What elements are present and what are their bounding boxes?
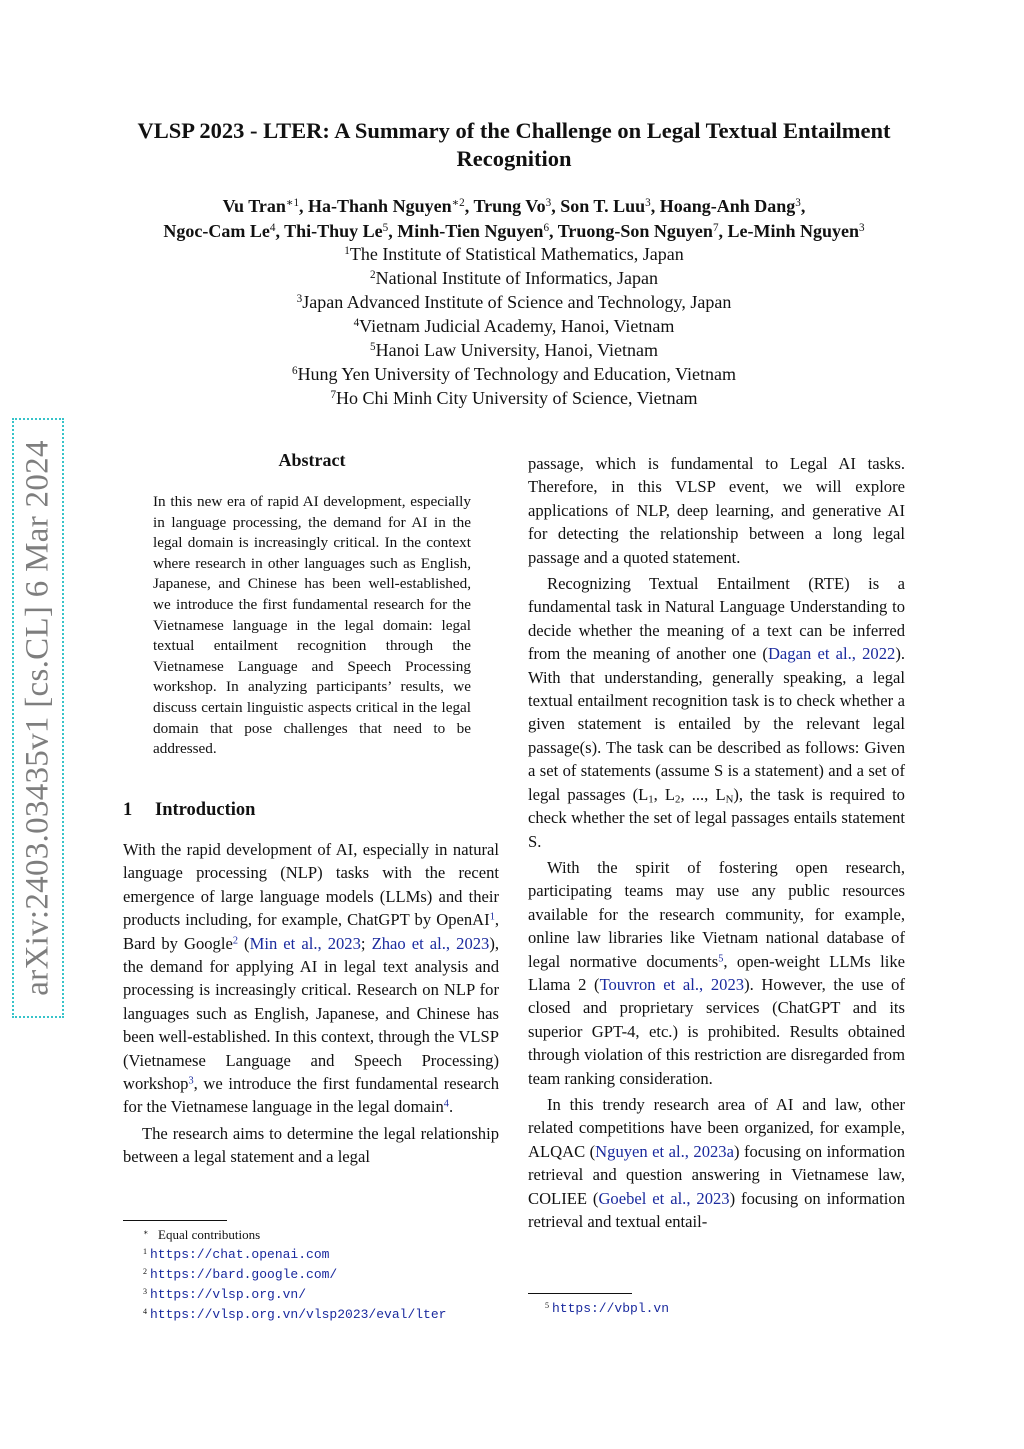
author: Son T. Luu$^3$	[560, 196, 651, 216]
affiliation-list	[100, 242, 928, 410]
citation-link[interactable]: Goebel et al., 2023	[598, 1188, 730, 1208]
arxiv-identifier: arXiv:2403.03435v1 [cs.CL] 6 Mar 2024	[19, 440, 56, 996]
affiliation: $^7$Ho Chi Minh City University of Science, Vietnam	[330, 388, 698, 408]
footnotes-right	[545, 1298, 905, 1318]
citation-link[interactable]: Dagan et al., 2022	[767, 644, 896, 664]
abstract-text: In this new era of rapid AI development, especially in language processing, the demand for AI in the legal domain is increasingly critical. In the context where research in other languages such as English, Japanese, and Chinese has been well-established, we introduce the first fundamental research for the Vietnamese language in the legal domain: legal textual entailment recognition through the Vietnamese Language and Speech Processing workshop. In analyzing participants’ results, we discuss certain linguistic aspects critical in the legal domain that pose challenges that need to be addressed.	[153, 493, 471, 758]
paper-title: VLSP 2023 - LTER: A Summary of the Challenge on Legal Textual Entailment Recognition	[137, 118, 891, 171]
citation-link[interactable]: Touvron et al., 2023	[599, 974, 745, 994]
footnote-url[interactable]: https://bard.google.com/	[150, 1267, 338, 1282]
footnote: $^5$ https://vbpl.vn	[545, 1300, 670, 1316]
paragraph: In this trendy research area of AI and law, other related competitions have been organized, for example, ALQAC (Nguyen et al., 2023a) focusing on information retrieval and question answering in Vietnamese law, COLIEE (Goebel et al., 2023) focusing on information retrieval and textual entail-	[528, 1094, 905, 1231]
author: Truong-Son Nguyen$^7$	[557, 220, 719, 241]
author: Trung Vo$^3$	[473, 196, 552, 216]
footnote: $^2$ https://bard.google.com/	[143, 1266, 338, 1282]
section-heading	[123, 800, 255, 821]
footnote-divider	[528, 1293, 632, 1294]
footnote-divider	[123, 1220, 227, 1221]
paragraph: With the spirit of fostering open research, participating teams may use any public resources available for the research community, for example, online law libraries like Vietnam national database of legal normative documents$^5$, open-weight LLMs like Llama 2 (Touvron et al., 2023). However, the use of closed and proprietary services (ChatGPT and its superior GPT-4, etc.) is prohibited. Results obtained through violation of this restriction are disregarded from team ranking consideration.	[528, 857, 906, 1088]
paragraph: Recognizing Textual Entailment (RTE) is a fundamental task in Natural Language Understanding to decide whether the meaning of a text can be inferred from the meaning of another one (Dagan et al., 2022). With that understanding, generally speaking, a legal textual entailment recognition task is to check whether a given statement is entailed by the relevant legal passage(s). The task can be described as follows: Given a set of statements (assume S is a statement) and a set of legal passages ($L_1$, $L_2$, ..., $L_N$), the task is required to check whether the set of legal passages entails statement S.	[528, 574, 905, 851]
footnote-ref[interactable]: 2	[232, 934, 238, 946]
author: Ha-Thanh Nguyen$^{∗2}$	[308, 196, 465, 216]
author: Le-Minh Nguyen$^3$	[727, 220, 865, 241]
affiliation: $^1$The Institute of Statistical Mathematics, Japan	[344, 244, 684, 264]
affiliation: $^5$Hanoi Law University, Hanoi, Vietnam	[370, 340, 658, 360]
footnotes-left	[143, 1225, 513, 1324]
paragraph: With the rapid development of AI, especially in natural language processing (NLP) tasks with the recent emergence of large language models (LLMs) and their products including, for example, ChatGPT by OpenAI$^1$, Bard by Google$^2$ (Min et al., 2023; Zhao et al., 2023), the demand for applying AI in legal text analysis and processing is increasingly critical. Research on NLP for languages such as English, Japanese, and Chinese has been well-established. In this context, through the VLSP (Vietnamese Language and Speech Processing) workshop$^3$, we introduce the first fundamental research for the Vietnamese language in the legal domain$^4$.	[123, 840, 500, 1117]
footnote-url[interactable]: https://vbpl.vn	[552, 1301, 670, 1316]
footnote: ∗ Equal contributions	[143, 1227, 261, 1242]
footnote-url[interactable]: https://vlsp.org.vn/vlsp2023/eval/lter	[150, 1307, 447, 1322]
author: Vu Tran$^{∗1}$	[222, 196, 300, 216]
footnote-ref[interactable]: 4	[443, 1098, 449, 1110]
affiliation: $^4$Vietnam Judicial Academy, Hanoi, Vietnam	[353, 316, 675, 336]
affiliation: $^6$Hung Yen University of Technology and Education, Vietnam	[291, 364, 736, 384]
intro-column	[123, 838, 499, 1169]
footnote-ref[interactable]: 5	[718, 952, 724, 964]
footnote: $^4$ https://vlsp.org.vn/vlsp2023/eval/lter	[143, 1306, 447, 1322]
footnote: $^1$ https://chat.openai.com	[143, 1246, 330, 1262]
paragraph: passage, which is fundamental to Legal AI tasks. Therefore, in this VLSP event, we will explore applications of NLP, deep learning, and generative AI for detecting the relationship between a long legal passage and a quoted statement.	[528, 454, 905, 567]
arxiv-stamp	[12, 418, 64, 1018]
author: Minh-Tien Nguyen$^6$	[397, 220, 550, 241]
footnote-url[interactable]: https://vlsp.org.vn/	[150, 1287, 307, 1302]
footnote-ref[interactable]: 1	[489, 911, 495, 923]
author: Ngoc-Cam Le$^4$	[163, 220, 276, 241]
section-title: Introduction	[155, 800, 256, 820]
right-column	[528, 452, 905, 1233]
author: Hoang-Anh Dang$^3$	[659, 196, 801, 216]
abstract-heading: Abstract	[278, 450, 346, 470]
footnote: $^3$ https://vlsp.org.vn/	[143, 1286, 307, 1302]
affiliation: $^2$National Institute of Informatics, Japan	[370, 268, 658, 288]
citation-link[interactable]: Nguyen et al., 2023a	[595, 1141, 734, 1161]
section-number: 1	[123, 800, 133, 820]
citation-link[interactable]: Zhao et al., 2023	[371, 933, 490, 953]
affiliation: $^3$Japan Advanced Institute of Science and Technology, Japan	[296, 292, 732, 312]
footnote-url[interactable]: https://chat.openai.com	[150, 1247, 330, 1262]
citation-link[interactable]: Min et al., 2023	[249, 933, 361, 953]
author-list: Vu Tran$^{∗1}$, Ha-Thanh Nguyen$^{∗2}$, Trung Vo$^3$, Son T. Luu$^3$, Hoang-Anh Dang$^3$, Ngoc-Cam Le$^4$, Thi-Thuy Le$^5$, Minh-Tien Nguyen$^6$, Truong-Son Nguyen$^7$, Le-Minh Nguyen$^3$	[163, 196, 865, 241]
paragraph: The research aims to determine the legal relationship between a legal statement and a legal	[123, 1123, 499, 1167]
author: Thi-Thuy Le$^5$	[284, 220, 389, 241]
footnote-ref[interactable]: 3	[188, 1075, 194, 1087]
